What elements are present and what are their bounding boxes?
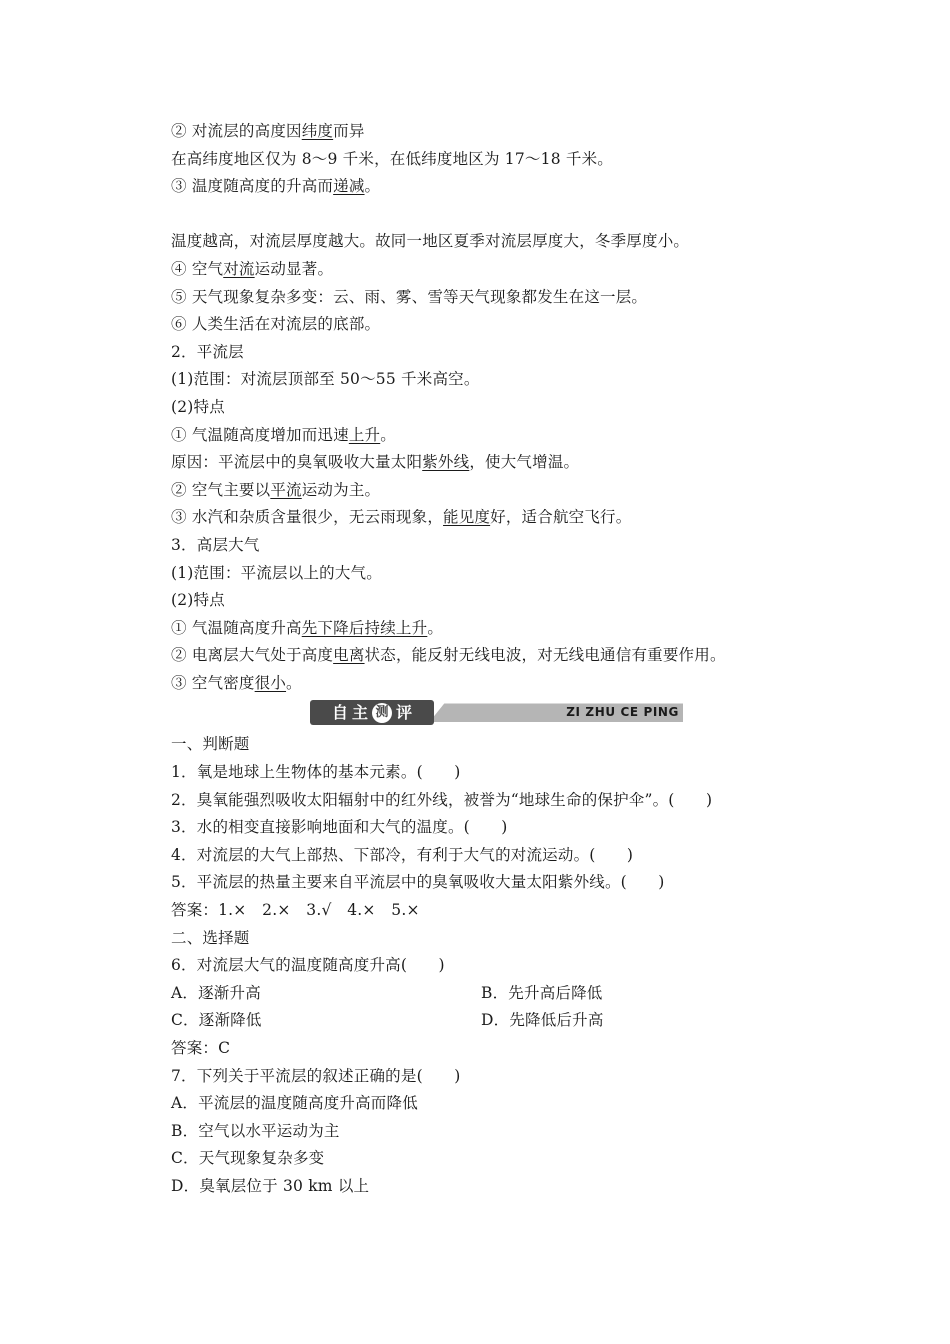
banner-title: 自 主 测 评 — [310, 700, 434, 725]
option: B．空气以水平运动为主 — [171, 1121, 340, 1140]
underlined-term: 上升 — [348, 425, 381, 444]
text-line: (1)范围：平流层以上的大气。 — [171, 563, 382, 582]
text-line: 温度越高，对流层厚度越大。故同一地区夏季对流层厚度大，冬季厚度小。 — [171, 232, 690, 251]
text-line: ④ 空气对流运动显著。 — [171, 259, 334, 278]
question: 7．下列关于平流层的叙述正确的是( ) — [171, 1066, 461, 1085]
answer-line: 答案：C — [171, 1039, 231, 1057]
underlined-term: 紫外线 — [422, 453, 470, 472]
text-line: ② 空气主要以平流运动为主。 — [171, 480, 381, 499]
text-line: ⑤ 天气现象复杂多变：云、雨、雾、雪等天气现象都发生在这一层。 — [171, 287, 648, 306]
option: A．平流层的温度随高度升高而降低 — [171, 1094, 418, 1113]
question: 4．对流层的大气上部热、下部冷，有利于大气的对流运动。( ) — [171, 845, 634, 864]
underlined-term: 先下降后持续上升 — [301, 618, 428, 637]
answer-line: 答案：1.× 2.× 3.√ 4.× 5.× — [171, 901, 420, 920]
option: B．先升高后降低 — [481, 983, 603, 1002]
text-line: (2)特点 — [171, 591, 225, 610]
text-line: ① 气温随高度升高先下降后持续上升。 — [171, 618, 444, 637]
text-line: (2)特点 — [171, 397, 225, 416]
text-line: (1)范围：对流层顶部至 50～55 千米高空。 — [171, 370, 480, 389]
text-line: ③ 空气密度很小。 — [171, 673, 302, 692]
question: 1．氧是地球上生物体的基本元素。( ) — [171, 763, 461, 782]
underlined-term: 对流 — [223, 259, 255, 278]
text-line: ⑥ 人类生活在对流层的底部。 — [171, 315, 381, 334]
section-heading: 3．高层大气 — [171, 535, 260, 554]
section-heading: 二、选择题 — [171, 928, 250, 947]
text-line: ③ 水汽和杂质含量很少，无云雨现象，能见度好，适合航空飞行。 — [171, 508, 632, 527]
text-line: 原因：平流层中的臭氧吸收大量太阳紫外线，使大气增温。 — [171, 453, 580, 472]
question: 3．水的相变直接影响地面和大气的温度。( ) — [171, 818, 508, 837]
text-line: ① 气温随高度增加而迅速上升。 — [171, 425, 396, 444]
underlined-term: 递减 — [333, 177, 365, 196]
underlined-term: 能见度 — [443, 508, 491, 527]
document-page — [171, 118, 791, 1201]
section-banner — [171, 699, 791, 727]
section-heading: 一、判断题 — [171, 735, 250, 754]
underlined-term: 纬度 — [301, 122, 334, 140]
text-line: ② 对流层的高度因纬度而异 — [171, 122, 365, 140]
blank-line — [171, 201, 791, 229]
question: 5．平流层的热量主要来自平流层中的臭氧吸收大量太阳紫外线。( ) — [171, 873, 665, 892]
underlined-term: 电离 — [333, 646, 365, 665]
question: 6．对流层大气的温度随高度升高( ) — [171, 956, 445, 975]
section-heading: 2．平流层 — [171, 342, 244, 361]
underlined-term: 平流 — [270, 480, 302, 499]
option: D．先降低后升高 — [481, 1011, 604, 1030]
question: 2．臭氧能强烈吸收太阳辐射中的红外线，被誉为“地球生命的保护伞”。( ) — [171, 790, 713, 809]
option: C．天气现象复杂多变 — [171, 1149, 325, 1168]
option: A．逐渐升高 — [171, 983, 261, 1002]
option-row — [171, 1007, 791, 1035]
option: D．臭氧层位于 30 km 以上 — [171, 1176, 370, 1195]
text-line: ③ 温度随高度的升高而递减。 — [171, 177, 381, 196]
text-line: 在高纬度地区仅为 8～9 千米，在低纬度地区为 17～18 千米。 — [171, 149, 613, 168]
underlined-term: 很小 — [254, 673, 287, 692]
banner-pinyin: ZI ZHU CE PING — [566, 705, 679, 720]
text-line: ② 电离层大气处于高度电离状态，能反射无线电波，对无线电通信有重要作用。 — [171, 646, 726, 665]
option: C．逐渐降低 — [171, 1011, 262, 1030]
option-row — [171, 980, 791, 1008]
banner-circle-glyph: 测 — [372, 703, 392, 723]
